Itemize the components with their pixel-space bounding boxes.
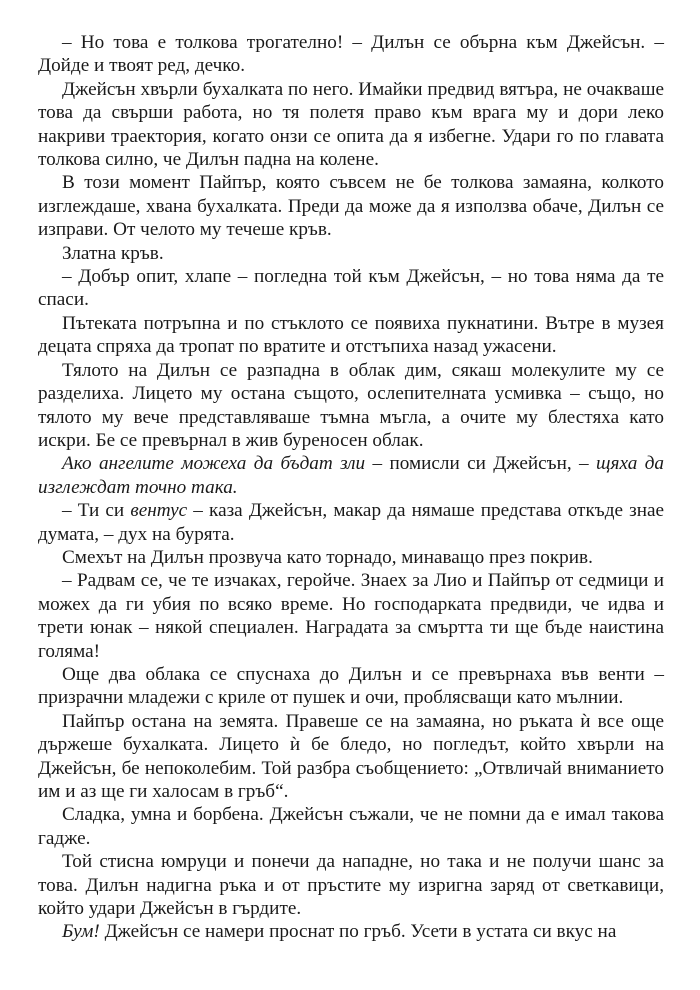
paragraph bbox=[38, 265, 664, 312]
italic-segment: щяха да изглеждат точно така. bbox=[38, 453, 664, 498]
paragraph bbox=[38, 171, 664, 241]
paragraph bbox=[38, 569, 664, 663]
text-segment: – Добър опит, хлапе – погледна той към Джейсън, – но това няма да те спаси. bbox=[38, 266, 664, 311]
text-segment: Пътеката потръпна и по стъклото се появиха пукнатини. Вътре в музея децата спряха да тропат по вратите и отстъпиха назад ужасени. bbox=[38, 312, 664, 358]
book-page bbox=[38, 31, 664, 944]
text-segment: Златна кръв. bbox=[62, 242, 164, 264]
paragraph bbox=[38, 850, 664, 920]
italic-segment: вентус bbox=[130, 500, 188, 522]
text-segment: – Ти си bbox=[62, 500, 131, 522]
text-segment: – Но това е толкова трогателно! – Дилън се обърна към Джейсън. – Дойде и твоят ред, дечко. bbox=[38, 32, 664, 77]
paragraph bbox=[38, 452, 664, 499]
italic-segment: Бум! bbox=[62, 921, 100, 943]
text-segment: Тялото на Дилън се разпадна в облак дим, сякаш молекулите му се разделиха. Лицето му остана същото, ослепителната усмивка – също, но тялото му вече представляваше тъмна мъгла, а очите му блестяха като искри. Бе се превърнал в жив буреносен облак. bbox=[38, 359, 664, 451]
text-segment: В този момент Пайпър, която съвсем не бе толкова замаяна, колкото изглеждаше, хвана бухалката. Преди да може да я използва обаче, Дилън се изправи. От челото му течеше кръв. bbox=[38, 172, 664, 241]
paragraph bbox=[38, 710, 664, 804]
paragraph bbox=[38, 499, 664, 546]
paragraph bbox=[38, 312, 664, 359]
paragraph bbox=[38, 803, 664, 850]
text-segment: – Радвам се, че те изчаках, геройче. Знаех за Лио и Пайпър от седмици и можех да ги убия по всяко време. Но господарката предвиди, че идва и трети юнак – някой специален. Наградата за смъртта ти ще бъде наистина голяма! bbox=[38, 570, 664, 662]
text-segment: Джейсън се намери проснат по гръб. Усети в устата си вкус на bbox=[99, 921, 617, 943]
text-segment: Смехът на Дилън прозвуча като торнадо, минаващо през покрив. bbox=[62, 546, 593, 568]
paragraph bbox=[38, 31, 664, 78]
text-segment: – каза Джейсън, макар да нямаше представа откъде знае думата, – дух на бурята. bbox=[38, 500, 665, 545]
text-segment: Той стисна юмруци и понечи да нападне, но така и не получи шанс за това. Дилън надигна ръка и от пръстите му изригна заряд от светкавици, който удари Джейсън в гърдите. bbox=[38, 851, 664, 920]
text-segment: Пайпър остана на земята. Правеше се на замаяна, но ръката ѝ все още държеше бухалката. Лицето ѝ бе бледо, но погледът, който хвърли на Джейсън, бе непоколебим. Той разбра съобщението: „Отвличай вниманието им и аз ще ги халосам в гръб“. bbox=[38, 710, 664, 802]
italic-segment: Ако ангелите можеха да бъдат зли bbox=[62, 453, 366, 475]
paragraph bbox=[38, 663, 664, 710]
paragraph bbox=[38, 359, 664, 453]
text-segment: Още два облака се спуснаха до Дилън и се превърнаха във венти – призрачни младежи с криле от пушек и очи, проблясващи като мълнии. bbox=[38, 663, 664, 709]
text-segment: – помисли си Джейсън, – bbox=[365, 453, 597, 475]
paragraph bbox=[38, 78, 664, 172]
text-segment: Сладка, умна и борбена. Джейсън съжали, че не помни да е имал такова гадже. bbox=[38, 804, 664, 849]
paragraph bbox=[38, 546, 664, 569]
text-segment: Джейсън хвърли бухалката по него. Имайки предвид вятъра, не очакваше това да свърши работа, но тя полетя право към врага му и дори леко накриви траектория, когато онзи се опита да я избегне. Удари го по главата толкова силно, че Дилън падна на колене. bbox=[38, 78, 664, 171]
paragraph bbox=[38, 242, 664, 265]
paragraph bbox=[38, 920, 664, 943]
